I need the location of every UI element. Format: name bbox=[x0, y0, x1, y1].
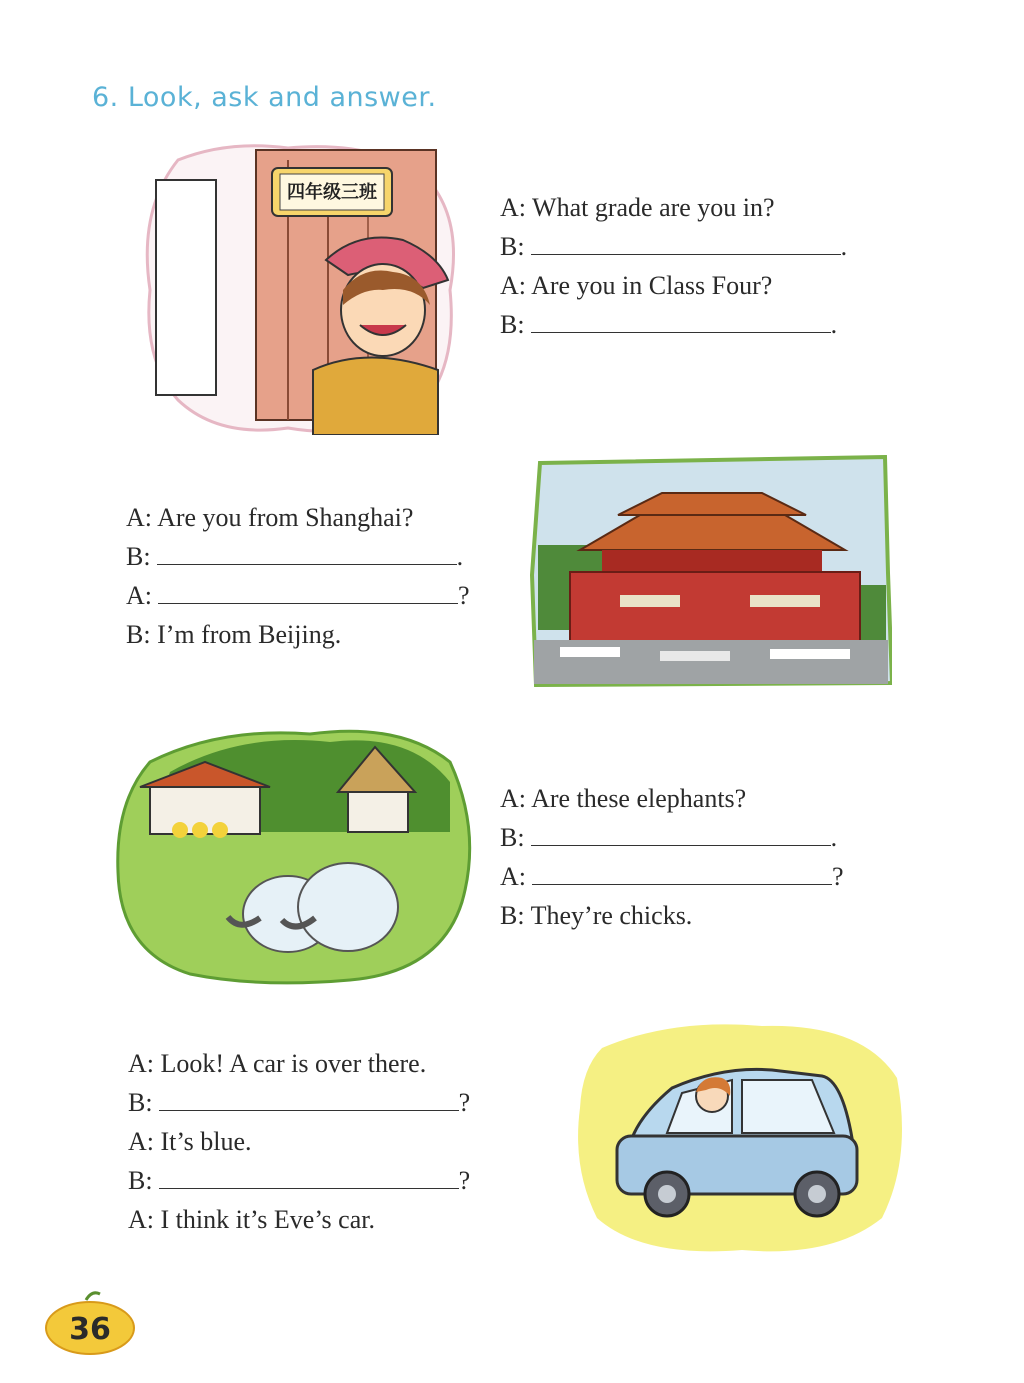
dialog-line: A: I think it’s Eve’s car. bbox=[128, 1205, 375, 1234]
class-sign-text: 四年级三班 bbox=[287, 182, 377, 203]
dialog-line: B: . bbox=[500, 227, 847, 266]
dialog-line: B: . bbox=[500, 818, 844, 857]
exercise-title: 6. Look, ask and answer. bbox=[92, 82, 437, 113]
answer-blank[interactable] bbox=[157, 538, 457, 565]
dialog-line: B: . bbox=[500, 305, 847, 344]
dialog-line: B: They’re chicks. bbox=[500, 901, 693, 930]
dialog-line: B: ? bbox=[128, 1083, 470, 1122]
tiananmen-picture bbox=[530, 455, 892, 687]
dialog-line: A: Are you from Shanghai? bbox=[126, 503, 414, 532]
dialog-2 bbox=[126, 498, 470, 654]
blue-car-picture bbox=[572, 1018, 908, 1258]
dialog-line: A: What grade are you in? bbox=[500, 193, 775, 222]
question-blank[interactable] bbox=[159, 1084, 459, 1111]
answer-blank[interactable] bbox=[531, 819, 831, 846]
dialog-line: B: ? bbox=[128, 1161, 470, 1200]
page-number: 36 bbox=[69, 1312, 111, 1347]
dialog-line: B: I’m from Beijing. bbox=[126, 620, 342, 649]
dialog-line: A: Look! A car is over there. bbox=[128, 1049, 427, 1078]
dialog-line: A: Are you in Class Four? bbox=[500, 271, 773, 300]
dialog-line: B: . bbox=[126, 537, 470, 576]
question-blank[interactable] bbox=[532, 858, 832, 885]
page-number-badge bbox=[44, 1290, 136, 1356]
farm-elephants-picture bbox=[110, 722, 478, 988]
answer-blank[interactable] bbox=[531, 228, 841, 255]
dialog-line: A: ? bbox=[500, 857, 844, 896]
question-blank[interactable] bbox=[159, 1162, 459, 1189]
answer-blank[interactable] bbox=[531, 306, 831, 333]
dialog-1 bbox=[500, 188, 847, 344]
dialog-3 bbox=[500, 779, 844, 935]
dialog-line: A: It’s blue. bbox=[128, 1127, 252, 1156]
dialog-line: A: Are these elephants? bbox=[500, 784, 747, 813]
classroom-door-picture bbox=[138, 140, 458, 435]
dialog-line: A: ? bbox=[126, 576, 470, 615]
question-blank[interactable] bbox=[158, 577, 458, 604]
dialog-4 bbox=[128, 1044, 470, 1239]
